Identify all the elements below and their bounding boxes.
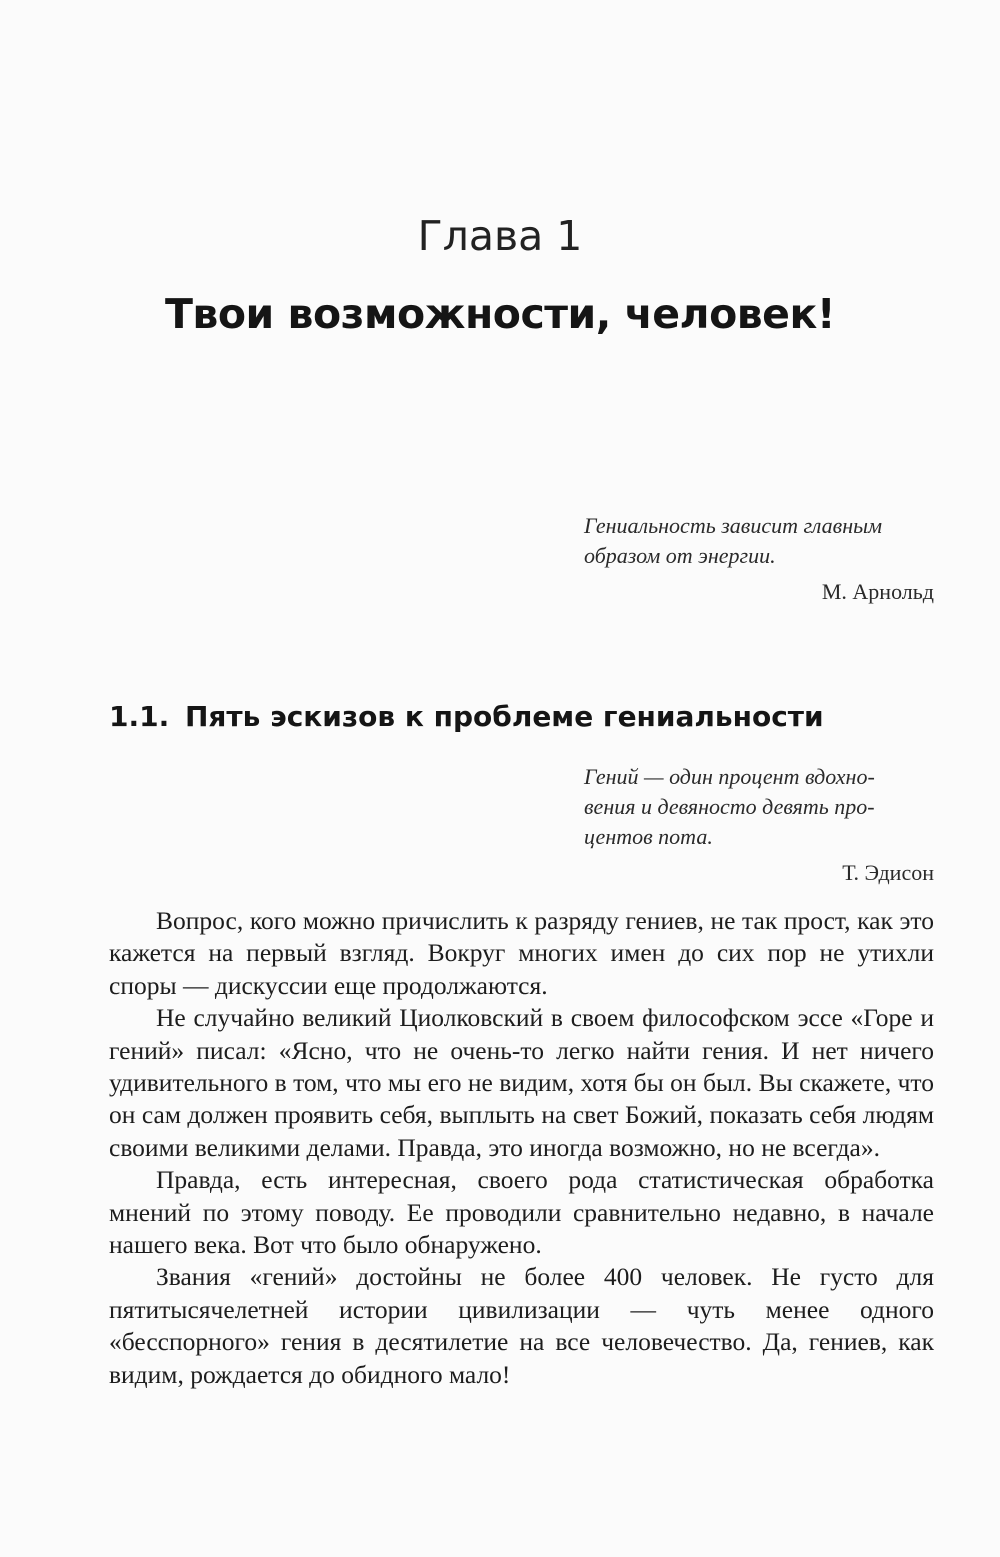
epigraph-author: Т. Эдисон [842, 860, 934, 885]
paragraph: Звания «гений» достойны не более 400 человек. Не густо для пятитысячелетней истории цивилизации — чуть менее одного «бесспорного» гения в десятилетие на все человечество. Да, гениев, как видим, рождается до обидного мало! [109, 1262, 934, 1389]
body-text [109, 905, 934, 1391]
epigraph-quote: Гениальность зависит главным образом от энергии. [584, 513, 883, 568]
section-heading [109, 700, 824, 733]
section-number: 1.1. [109, 700, 170, 733]
paragraph: Не случайно великий Циолковский в своем философском эссе «Горе и гений» писал: «Ясно, что не очень-то легко найти гения. И нет ничего удивительного в том, что мы его не видим, хотя бы он был. Вы скажете, что он сам должен проявить себя, выплыть на свет Божий, показать себя людям своими великими делами. Правда, это иногда возможно, но не всегда». [109, 1003, 934, 1162]
epigraph-quote-line: Гений — один процент вдохно- [584, 764, 875, 789]
epigraph-quote [584, 762, 934, 852]
chapter-epigraph [584, 511, 934, 607]
epigraph-quote-line: центов пота. [584, 824, 713, 849]
paragraph: Правда, есть интересная, своего рода статистическая обработка мнений по этому поводу. Ее проводили сравнительно недавно, в начале нашего века. Вот что было обнаружено. [109, 1165, 934, 1260]
chapter-title: Твои возможности, человек! [164, 290, 836, 338]
chapter-label: Глава 1 [417, 212, 583, 260]
epigraph-author: М. Арнольд [821, 579, 934, 604]
section-title: Пять эскизов к проблеме гениальности [185, 700, 824, 733]
paragraph: Вопрос, кого можно причислить к разряду гениев, не так прост, как это кажется на первый взгляд. Вокруг многих имен до сих пор не утихли споры — дискуссии еще продолжаются. [109, 906, 934, 1000]
epigraph-quote-line: вения и девяносто девять про- [584, 794, 875, 819]
section-epigraph [584, 762, 934, 888]
